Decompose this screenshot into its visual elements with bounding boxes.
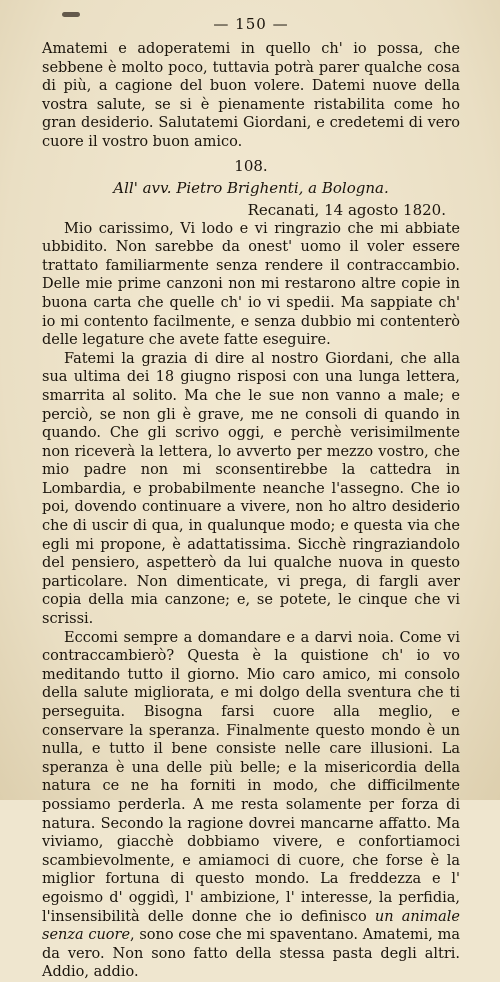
letter-number: 108.: [234, 156, 268, 175]
letter-paragraph-3: [42, 629, 460, 982]
ink-smudge: [62, 12, 80, 17]
page-number: — 150 —: [213, 15, 289, 33]
opening-paragraph: Amatemi e adoperatemi in quello ch' io possa, che sebbene è molto poco, tuttavia potrà parer qualche cosa di più, a cagione del buon volere. Datemi nuove della vostra salute, se si è pienamente ristabilita come ho gran desiderio. Salutatemi Giordani, e credetemi di vero cuore il vostro buon amico.: [42, 41, 460, 150]
italic-quote: un animale senza cuore: [42, 908, 460, 944]
paragraph-3-text-a: Eccomi sempre a domandare e a darvi noia. Come vi contraccambierò? Questa è la quistione ch' io vo meditando tutto il giorno. Mio caro amico, mi consolo della salute migliorata, e mi dolgo della sventura che ti perseguita. Bisogna farsi cuore alla meglio, e conservare la speranza. Finalmente questo mondo è un nulla, e tutto il bene consiste nelle care illusioni. La speranza è una delle più belle; e la misericordia della natura ce ne ha forniti in modo, che difficilmente possiamo perderla. A me resta solamente per forza di natura. Secondo la ragione dovrei mancarne affatto. Ma viviamo, giacchè dobbiamo vivere, e confortiamoci scambievolmente, e amiamoci di cuore, che forse è la miglior fortuna di questo mondo. La freddezza e l' egoismo d' oggidì, l' ambizione, l' interesse, la perfidia, l'insensibilità delle donne che io definisco: [42, 629, 460, 925]
letter-dateline: Recanati, 14 agosto 1820.: [247, 200, 446, 219]
paragraph-3-text-b: , sono cose che mi spaventano. Amatemi, ma da vero. Non sono fatto della stessa pasta degli altri. Addio, addio.: [42, 927, 460, 981]
letter-paragraph-1: Mio carissimo, Vi lodo e vi ringrazio che mi abbiate ubbidito. Non sarebbe da onest' uomo il voler essere trattato familiarmente senza rendere il contraccambio. Delle mie prime canzoni non mi restarono altre copie in buona carta che quelle ch' io vi spedii. Ma sappiate ch' io mi contento facilmente, e senza dubbio mi contenterò delle legature che avete fatte eseguire.: [42, 220, 460, 349]
letter-address: All' avv. Pietro Brighenti, a Bologna.: [113, 178, 389, 197]
letter-paragraph-2: Fatemi la grazia di dire al nostro Giordani, che alla sua ultima dei 18 giugno risposi con una lunga lettera, smarrita al solito. Ma che le sue non vanno a male; e perciò, se non gli è grave, me ne consoli di quando in quando. Che gli scrivo oggi, e perchè verisimilmente non riceverà la lettera, lo avverto per mezzo vostro, che mio padre non mi sconsentirebbe la cattedra in Lombardia, e probabilmente neanche l'assegno. Che io poi, dovendo continuare a vivere, non ho altro desiderio che di uscir di qua, in qualunque modo; e questa via che egli mi propone, è adattatissima. Sicchè ringraziandolo del pensiero, aspetterò da lui qualche nuova in questo particolare. Non dimenticate, vi prega, di fargli aver copia della mia canzone; e, se potete, le cinque che vi scrissi.: [42, 350, 460, 628]
